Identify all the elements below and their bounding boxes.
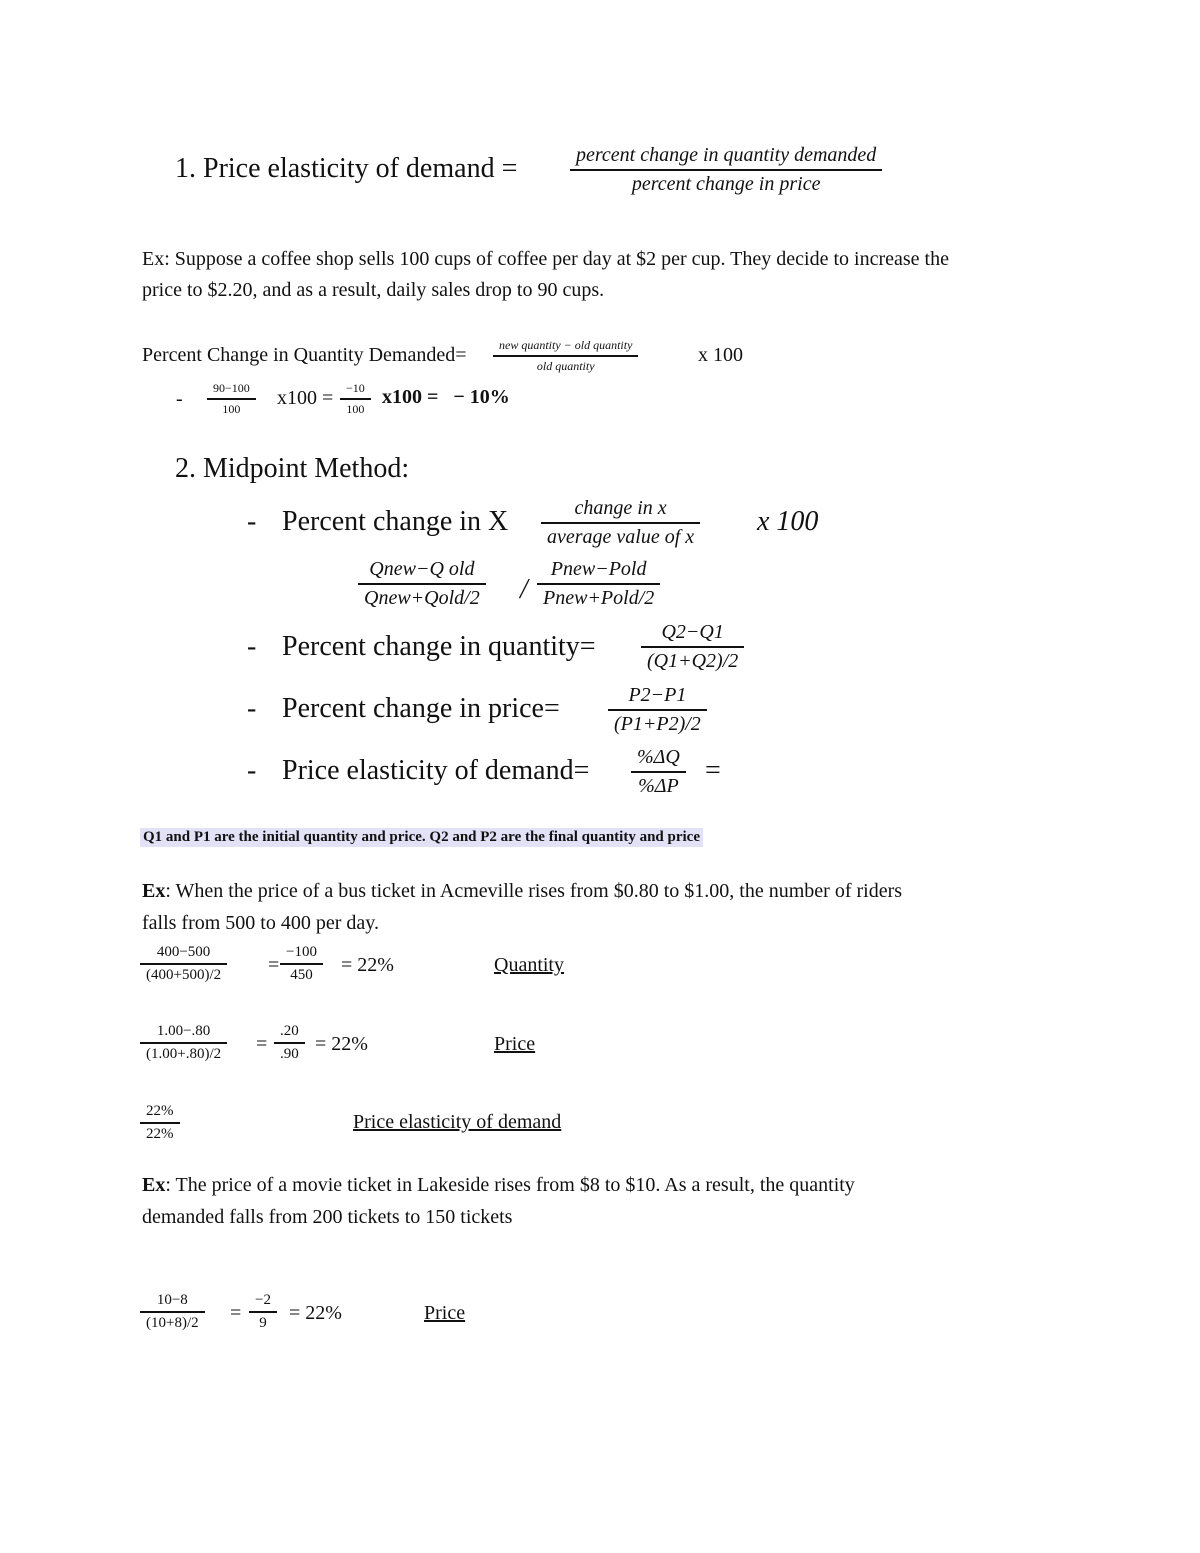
example2-line1-text: : When the price of a bus ticket in Acmeville rises from $0.80 to $1.00, the number of riders [165,880,903,902]
section2-formula-fraction-q [358,558,486,610]
fraction-numerator: −100 [286,944,317,960]
pcqd-calc-fraction-2 [340,381,371,417]
example1-line1: Ex: Suppose a coffee shop sells 100 cups of coffee per day at $2 per cup. They decide to increase the [142,248,949,270]
fraction-denominator: 22% [146,1126,174,1142]
example2-price-fraction-2 [274,1023,305,1063]
example2-quantity-fraction-1 [140,944,227,984]
example3-line1 [142,1174,855,1197]
fraction-numerator: −10 [346,381,365,395]
example2-price-fraction-1 [140,1023,227,1063]
fraction-denominator: (P1+P2)/2 [614,713,701,735]
section1-heading: 1. Price elasticity of demand = [175,153,518,184]
fraction-denominator: (400+500)/2 [146,967,222,983]
fraction-denominator: 100 [346,402,365,416]
fraction-denominator: average value of x [547,526,695,548]
example2-price-label: Price [494,1033,536,1055]
example3-price-label: Price [424,1302,466,1324]
example2-quantity-label: Quantity [494,954,564,976]
fraction-denominator: (10+8)/2 [146,1315,199,1331]
fraction-numerator: Q2−Q1 [661,621,724,643]
section2-item1-fraction [541,497,700,549]
section2-item2-fraction [641,621,744,673]
section2-item4-suffix: = [705,755,721,786]
section2-item4-fraction [631,746,686,798]
example-label: Ex [142,1174,166,1196]
section1-fraction [570,144,882,196]
example2-quantity-equals: = [268,954,280,976]
pcqd-calc-result: x100 = − 10% [382,386,510,408]
fraction-numerator: percent change in quantity demanded [576,144,877,166]
fraction-numerator: Pnew−Pold [550,558,647,580]
section2-item3-label: Percent change in price= [282,693,560,724]
fraction-numerator: new quantity − old quantity [499,338,633,352]
example2-line2: falls from 500 to 400 per day. [142,912,379,934]
example2-elasticity-label: Price elasticity of demand [353,1111,562,1133]
fraction-numerator: 22% [146,1103,174,1119]
section2-bullet-3: - [247,693,257,724]
fraction-denominator: (1.00+.80)/2 [146,1046,222,1062]
pcqd-calc-fraction-1 [207,381,256,417]
section2-bullet-4: - [247,755,257,786]
example-label: Ex [142,880,166,902]
section2-item2-label: Percent change in quantity= [282,631,596,662]
section2-item1-label: Percent change in X [282,506,509,537]
section2-item4-label: Price elasticity of demand= [282,755,590,786]
pcqd-suffix: x 100 [698,344,743,366]
section2-formula-slash: / [520,574,528,605]
fraction-numerator: .20 [280,1023,299,1039]
example3-price-fraction-2 [249,1292,277,1332]
section2-heading: 2. Midpoint Method: [175,453,410,484]
pcqd-label: Percent Change in Quantity Demanded= [142,344,467,366]
section2-item1-suffix: x 100 [757,506,819,537]
fraction-denominator: Pnew+Pold/2 [543,587,655,609]
fraction-numerator: 1.00−.80 [156,1023,211,1039]
pcqd-calc-mid: x100 = [277,387,334,409]
fraction-numerator: 400−500 [156,944,211,960]
fraction-numerator: 10−8 [156,1292,188,1308]
example2-price-equals: = [256,1033,268,1055]
example2-quantity-result: = 22% [341,954,394,976]
fraction-numerator: −2 [255,1292,271,1308]
fraction-denominator: percent change in price [631,173,821,195]
fraction-denominator: 450 [290,967,313,983]
fraction-numerator: change in x [574,497,667,519]
example3-line1-text: : The price of a movie ticket in Lakeside rises from $8 to $10. As a result, the quantity [165,1174,855,1196]
section2-bullet-1: - [247,506,257,537]
fraction-numerator: %ΔQ [637,746,680,768]
pcqd-bullet: - [176,388,183,410]
fraction-numerator: P2−P1 [628,684,687,706]
pcqd-fraction [493,338,638,374]
example1-line2: price to $2.20, and as a result, daily sales drop to 90 cups. [142,279,605,301]
example2-quantity-fraction-2 [280,944,323,984]
fraction-numerator: Qnew−Q old [369,558,475,580]
section2-bullet-2: - [247,631,257,662]
fraction-denominator: 100 [222,402,241,416]
example2-line1 [142,880,902,903]
example2-price-result: = 22% [315,1033,368,1055]
example3-price-fraction-1 [140,1292,205,1332]
fraction-denominator: old quantity [536,359,595,373]
example2-elasticity-fraction [140,1103,180,1143]
example3-price-result: = 22% [289,1302,342,1324]
highlighted-note: Q1 and P1 are the initial quantity and price. Q2 and P2 are the final quantity and price [140,828,703,847]
fraction-denominator: .90 [280,1046,299,1062]
fraction-denominator: Qnew+Qold/2 [364,587,480,609]
example3-price-equals: = [230,1302,242,1324]
section2-formula-fraction-p [537,558,660,610]
fraction-denominator: (Q1+Q2)/2 [647,650,739,672]
fraction-denominator: 9 [259,1315,267,1331]
fraction-denominator: %ΔP [638,775,679,797]
fraction-numerator: 90−100 [213,381,250,395]
section2-item3-fraction [608,684,707,736]
example3-line2: demanded falls from 200 tickets to 150 tickets [142,1206,513,1228]
